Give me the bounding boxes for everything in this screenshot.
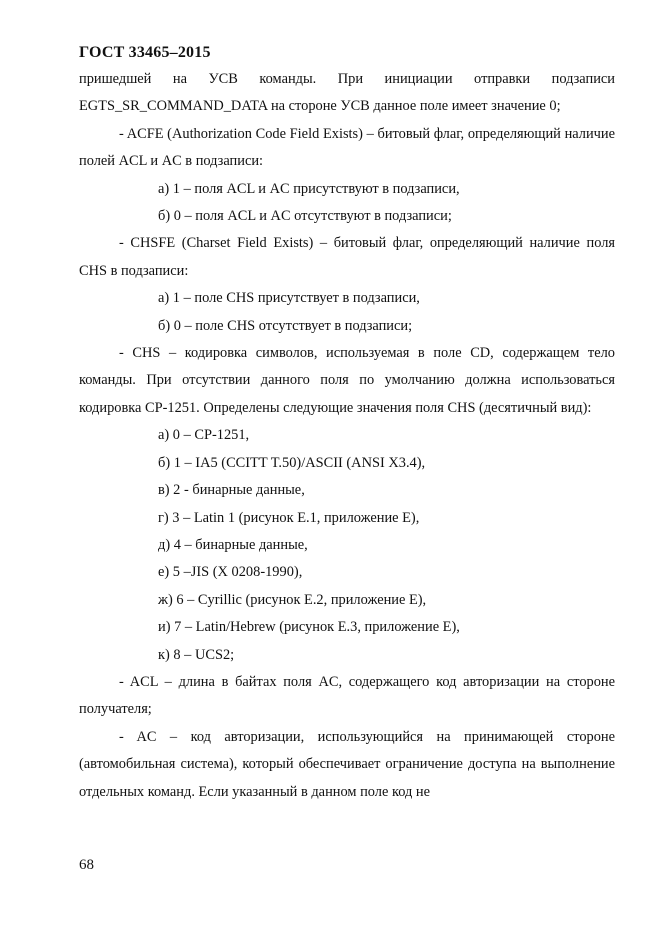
paragraph-acfe: - ACFE (Authorization Code Field Exists) – битовый флаг, определяющий наличие полей ACL и AC в подзаписи: bbox=[79, 125, 615, 170]
list-item-chsfe-a: а) 1 – поле CHS присутствует в подзаписи, bbox=[158, 290, 420, 307]
list-item-chs-a: а) 0 – CP-1251, bbox=[158, 427, 250, 444]
paragraph-chs: - CHS – кодировка символов, используемая в поле CD, содержащем тело команды. При отсутствии данного поля по умолчанию должна использоваться кодировка CP-1251. Определены следующие значения поля CHS (десятичный вид): bbox=[79, 345, 615, 416]
page-number: 68 bbox=[79, 857, 94, 873]
document-body bbox=[79, 66, 615, 806]
paragraph-continuation: пришедшей на УСВ команды. При инициации отправки подзаписи EGTS_SR_COMMAND_DATA на стороне УСВ данное поле имеет значение 0; bbox=[79, 71, 615, 115]
paragraph-chsfe: - CHSFE (Charset Field Exists) – битовый флаг, определяющий наличие поля CHS в подзаписи: bbox=[79, 235, 615, 279]
list-item-chs-v: в) 2 - бинарные данные, bbox=[158, 482, 305, 499]
list-item-chs-zh: ж) 6 – Cyrillic (рисунок Е.2, приложение Е), bbox=[158, 591, 427, 608]
paragraph-ac: - AC – код авторизации, использующийся на принимающей стороне (автомобильная система), который обеспечивает ограничение доступа на выполнение отдельных команд. Если указанный в данном поле код не bbox=[79, 728, 615, 800]
list-item-chs-i: и) 7 – Latin/Hebrew (рисунок Е.3, приложение Е), bbox=[158, 619, 460, 636]
list-item-acfe-b: б) 0 – поля ACL и AC отсутствуют в подзаписи; bbox=[158, 208, 452, 225]
list-item-chs-e: е) 5 –JIS (X 0208-1990), bbox=[158, 564, 303, 581]
list-item-chs-b: б) 1 – IA5 (CCITT T.50)/ASCII (ANSI X3.4), bbox=[158, 454, 426, 471]
list-item-acfe-a: а) 1 – поля ACL и AC присутствуют в подзаписи, bbox=[158, 180, 460, 197]
list-item-chs-d: д) 4 – бинарные данные, bbox=[158, 536, 308, 553]
list-item-chsfe-b: б) 0 – поле CHS отсутствует в подзаписи; bbox=[158, 317, 413, 334]
list-item-chs-k: к) 8 – UCS2; bbox=[158, 646, 235, 663]
page-header-title: ГОСТ 33465–2015 bbox=[79, 44, 211, 61]
list-item-chs-g: г) 3 – Latin 1 (рисунок Е.1, приложение Е), bbox=[158, 509, 420, 526]
paragraph-acl: - ACL – длина в байтах поля AC, содержащего код авторизации на стороне получателя; bbox=[79, 673, 615, 718]
